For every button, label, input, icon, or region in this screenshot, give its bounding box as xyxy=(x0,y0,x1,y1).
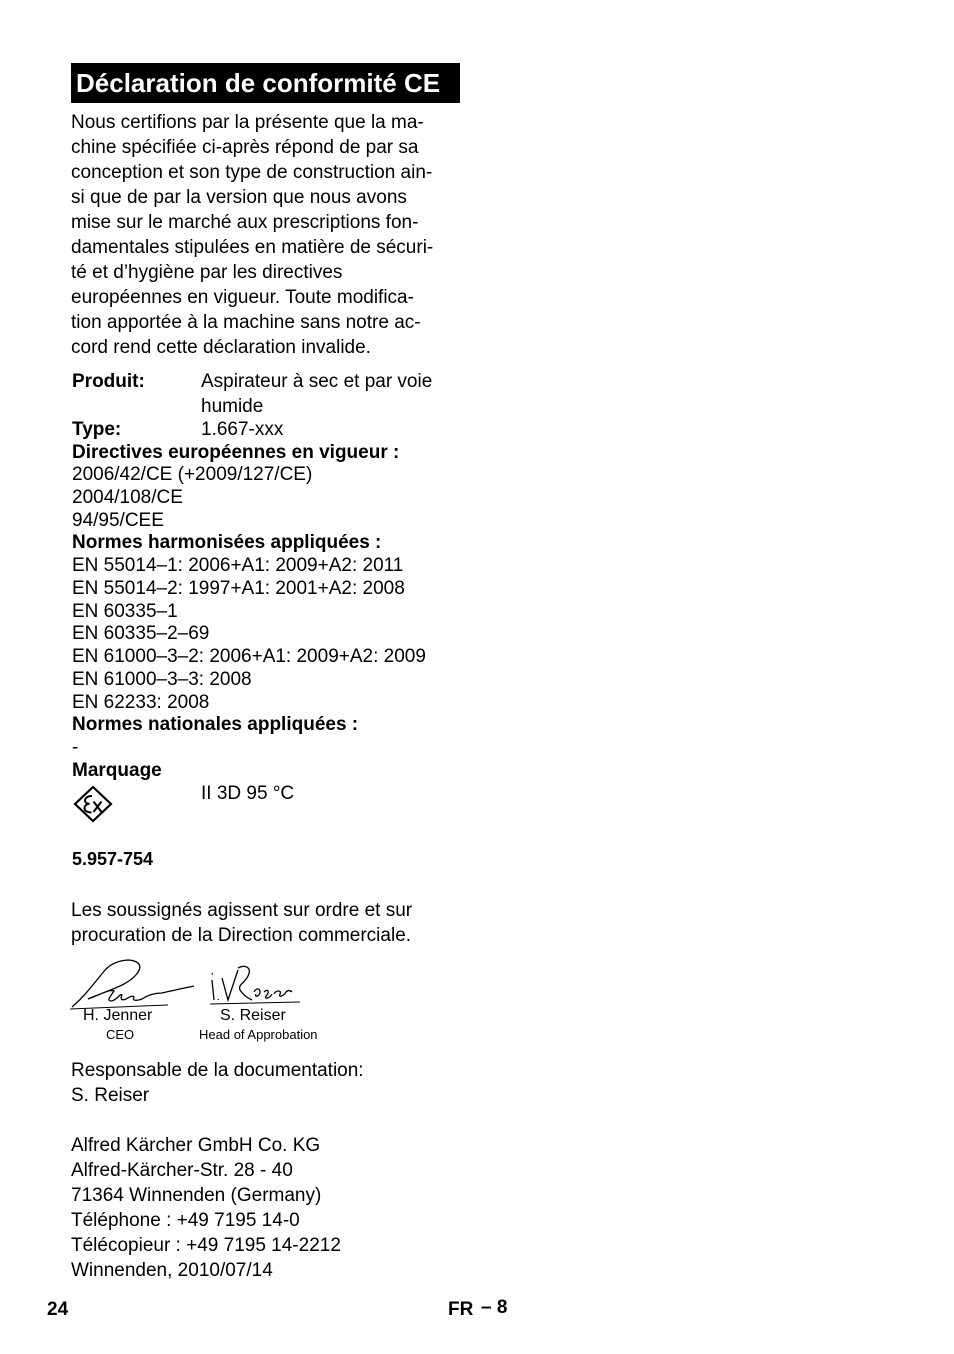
address-line: Téléphone : +49 7195 14-0 xyxy=(71,1210,300,1231)
harmonized-item: EN 60335–2–69 xyxy=(72,623,210,644)
page-title: Déclaration de conformité CE xyxy=(71,63,460,103)
harmonized-item: EN 55014–2: 1997+A1: 2001+A2: 2008 xyxy=(72,578,405,599)
harmonized-item: EN 60335–1 xyxy=(72,601,178,622)
harmonized-item: EN 55014–1: 2006+A1: 2009+A2: 2011 xyxy=(72,555,404,576)
product-value-line2: humide xyxy=(201,396,264,417)
address-line: Télécopieur : +49 7195 14-2212 xyxy=(71,1235,341,1256)
intro-line: chine spécifiée ci-après répond de par sa xyxy=(71,137,419,158)
national-heading: Normes nationales appliquées : xyxy=(72,714,359,735)
intro-line: cord rend cette déclaration invalide. xyxy=(71,337,371,358)
harmonized-item: EN 62233: 2008 xyxy=(72,692,210,713)
intro-line: mise sur le marché aux prescriptions fon- xyxy=(71,212,419,233)
intro-line: tion apportée à la machine sans notre ac- xyxy=(71,312,421,333)
type-label: Type: xyxy=(72,419,122,440)
type-value: 1.667-xxx xyxy=(201,419,284,440)
address-line: Winnenden, 2010/07/14 xyxy=(71,1260,273,1281)
intro-line: conception et son type de construction ain- xyxy=(71,162,433,183)
address-line: Alfred-Kärcher-Str. 28 - 40 xyxy=(71,1160,293,1181)
signature-name: H. Jenner xyxy=(83,1007,153,1024)
signature-name: S. Reiser xyxy=(220,1007,286,1024)
marking-heading: Marquage xyxy=(72,760,162,781)
footer-section-page: – 8 xyxy=(481,1297,508,1318)
signature-role: Head of Approbation xyxy=(199,1027,318,1042)
directives-heading: Directives européennes en vigueur : xyxy=(72,442,400,463)
harmonized-heading: Normes harmonisées appliquées : xyxy=(72,532,382,553)
page-number: 24 xyxy=(47,1299,69,1320)
product-label: Produit: xyxy=(72,371,145,392)
intro-line: européennes en vigueur. Toute modifica- xyxy=(71,287,414,308)
marking-value: II 3D 95 °C xyxy=(201,783,295,804)
signature-reiser xyxy=(208,962,303,1007)
harmonized-item: EN 61000–3–2: 2006+A1: 2009+A2: 2009 xyxy=(72,646,426,667)
address-line: 71364 Winnenden (Germany) xyxy=(71,1185,322,1206)
intro-line: té et d’hygiène par les directives xyxy=(71,262,343,283)
responsible-label: Responsable de la documentation: xyxy=(71,1060,364,1081)
responsible-name: S. Reiser xyxy=(71,1085,150,1106)
address-line: Alfred Kärcher GmbH Co. KG xyxy=(71,1135,321,1156)
signature-role: CEO xyxy=(106,1027,135,1042)
product-value-line1: Aspirateur à sec et par voie xyxy=(201,371,433,392)
footer-section: FR xyxy=(448,1299,474,1320)
directive-item: 2006/42/CE (+2009/127/CE) xyxy=(72,464,313,485)
national-value: - xyxy=(72,737,79,758)
directive-item: 2004/108/CE xyxy=(72,487,183,508)
harmonized-item: EN 61000–3–3: 2008 xyxy=(72,669,252,690)
intro-line: si que de par la version que nous avons xyxy=(71,187,407,208)
signatories-line: procuration de la Direction commerciale. xyxy=(71,925,412,946)
directive-item: 94/95/CEE xyxy=(72,510,164,531)
ex-atex-icon xyxy=(72,785,114,823)
signatories-line: Les soussignés agissent sur ordre et sur xyxy=(71,900,413,921)
document-number: 5.957-754 xyxy=(72,849,154,869)
intro-paragraph xyxy=(71,110,471,360)
intro-line: Nous certifions par la présente que la ma- xyxy=(71,112,424,133)
intro-line: damentales stipulées en matière de sécuri- xyxy=(71,237,434,258)
